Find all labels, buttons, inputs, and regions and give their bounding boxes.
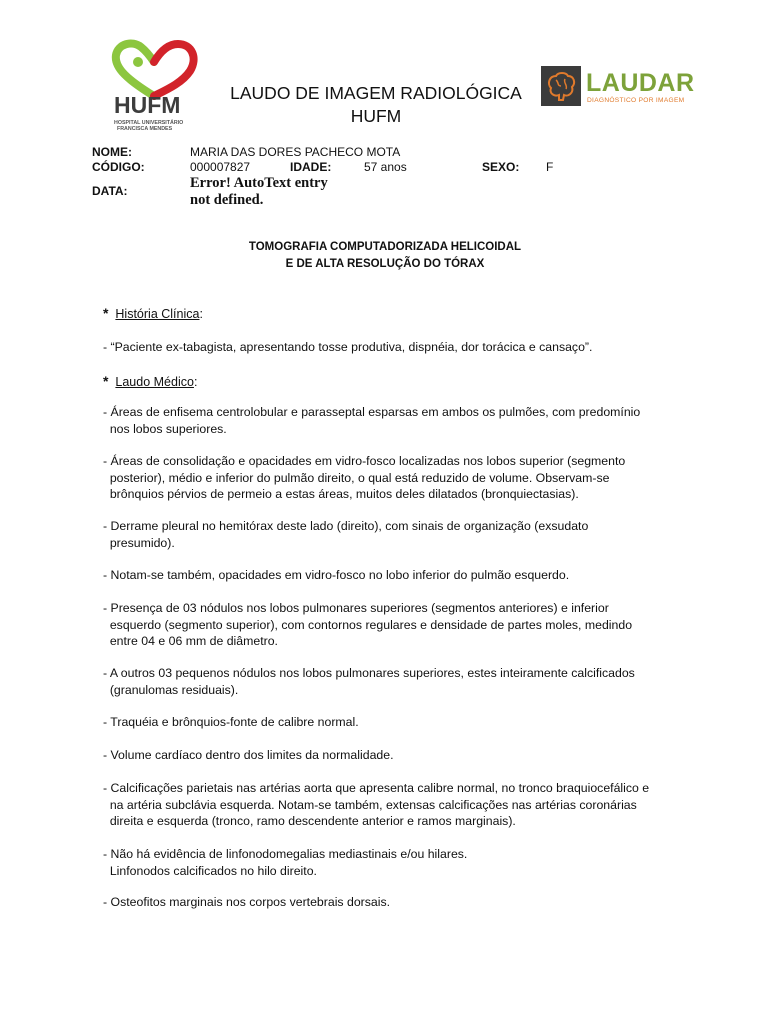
hufm-wordmark: HUFM	[114, 92, 181, 118]
date-label: DATA:	[92, 184, 128, 198]
document-title	[220, 82, 532, 128]
name-value: MARIA DAS DORES PACHECO MOTA	[190, 145, 401, 159]
report-heading	[103, 373, 197, 389]
history-heading	[103, 305, 203, 321]
finding-line: - Osteofitos marginais nos corpos vertebrais dorsais.	[103, 895, 391, 909]
title-line-1: LAUDO DE IMAGEM RADIOLÓGICA	[230, 83, 522, 103]
finding-8	[103, 747, 703, 764]
finding-1	[103, 404, 703, 437]
colon: :	[193, 375, 198, 389]
finding-line: posterior), médio e inferior do pulmão direito, o qual está reduzido de volume. Observam-se	[103, 470, 610, 485]
finding-5	[103, 600, 703, 650]
finding-line: - Notam-se também, opacidades em vidro-fosco no lobo inferior do pulmão esquerdo.	[103, 568, 570, 582]
exam-title-line-2: E DE ALTA RESOLUÇÃO DO TÓRAX	[285, 258, 485, 270]
finding-line: - Áreas de enfisema centrolobular e parasseptal esparsas em ambos os pulmões, com predomínio	[103, 405, 641, 419]
age-value: 57 anos	[364, 160, 407, 174]
history-text: - “Paciente ex-tabagista, apresentando tosse produtiva, dispnéia, dor torácica e cansaço”.	[103, 340, 593, 354]
finding-line: - Não há evidência de linfonodomegalias mediastinais e/ou hilares.	[103, 847, 468, 861]
date-value-line-2: not defined.	[190, 192, 264, 208]
finding-line: - A outros 03 pequenos nódulos nos lobos pulmonares superiores, estes inteiramente calcificados	[103, 666, 635, 680]
finding-4	[103, 567, 703, 584]
colon: :	[199, 307, 203, 321]
bullet-star: *	[103, 373, 109, 389]
report-heading-text: Laudo Médico	[115, 375, 194, 389]
code-value: 000007827	[190, 160, 251, 174]
laudar-name: LAUDAR	[586, 69, 695, 97]
finding-line: na artéria subclávia esquerda. Notam-se também, extensas calcificações nas artérias coronárias	[103, 797, 637, 812]
hufm-logo	[108, 38, 200, 134]
finding-line: - Calcificações parietais nas artérias aorta que apresenta calibre normal, no tronco braquiocefálico e	[103, 781, 650, 795]
brain-icon	[541, 66, 581, 106]
finding-line: esquerdo (segmento superior), com contornos regulares e densidade de partes moles, medindo	[103, 617, 633, 632]
date-value	[190, 175, 328, 209]
exam-title-line-1: TOMOGRAFIA COMPUTADORIZADA HELICOIDAL	[248, 241, 522, 253]
finding-line: direita e esquerda (tronco, ramo descendente anterior e ramos marginais).	[103, 814, 516, 828]
finding-line: - Áreas de consolidação e opacidades em vidro-fosco localizadas nos lobos superior (segmento	[103, 454, 626, 468]
laudar-logo	[541, 66, 701, 108]
finding-line: (granulomas residuais).	[103, 682, 239, 697]
finding-3	[103, 518, 703, 551]
finding-9	[103, 780, 703, 830]
history-heading-text: História Clínica	[115, 307, 200, 321]
name-label: NOME:	[92, 145, 132, 159]
finding-line: entre 04 e 06 mm de diâmetro.	[103, 634, 278, 648]
finding-line: - Traquéia e brônquios-fonte de calibre normal.	[103, 715, 359, 729]
finding-line: Linfonodos calcificados no hilo direito.	[103, 863, 317, 878]
laudar-tagline: DIAGNÓSTICO POR IMAGEM	[587, 97, 685, 104]
finding-line: - Presença de 03 nódulos nos lobos pulmonares superiores (segmentos anteriores) e inferior	[103, 601, 609, 615]
finding-2	[103, 453, 703, 503]
hufm-subtitle-1: HOSPITAL UNIVERSITÁRIO	[114, 120, 184, 126]
hufm-subtitle-2: FRANCISCA MENDES	[117, 126, 173, 132]
finding-line: presumido).	[103, 535, 175, 550]
date-value-line-1: Error! AutoText entry	[190, 175, 328, 191]
finding-7	[103, 714, 703, 731]
code-label: CÓDIGO:	[92, 160, 145, 174]
sex-value: F	[546, 160, 554, 174]
finding-line: nos lobos superiores.	[103, 421, 227, 436]
finding-11	[103, 894, 703, 911]
sex-label: SEXO:	[482, 160, 520, 174]
finding-line: - Derrame pleural no hemitórax deste lado (direito), com sinais de organização (exsudato	[103, 519, 589, 533]
heart-logo-icon	[108, 38, 200, 100]
finding-6	[103, 665, 703, 698]
finding-line: brônquios pérvios de permeio a estas áreas, muitos deles dilatados (bronquiectasias).	[103, 487, 579, 501]
finding-10	[103, 846, 703, 879]
finding-line: - Volume cardíaco dentro dos limites da normalidade.	[103, 748, 394, 762]
exam-title	[120, 239, 650, 273]
bullet-star: *	[103, 305, 109, 321]
title-line-2: HUFM	[350, 106, 402, 126]
age-label: IDADE:	[290, 160, 332, 174]
laudar-icon-box	[541, 66, 581, 106]
